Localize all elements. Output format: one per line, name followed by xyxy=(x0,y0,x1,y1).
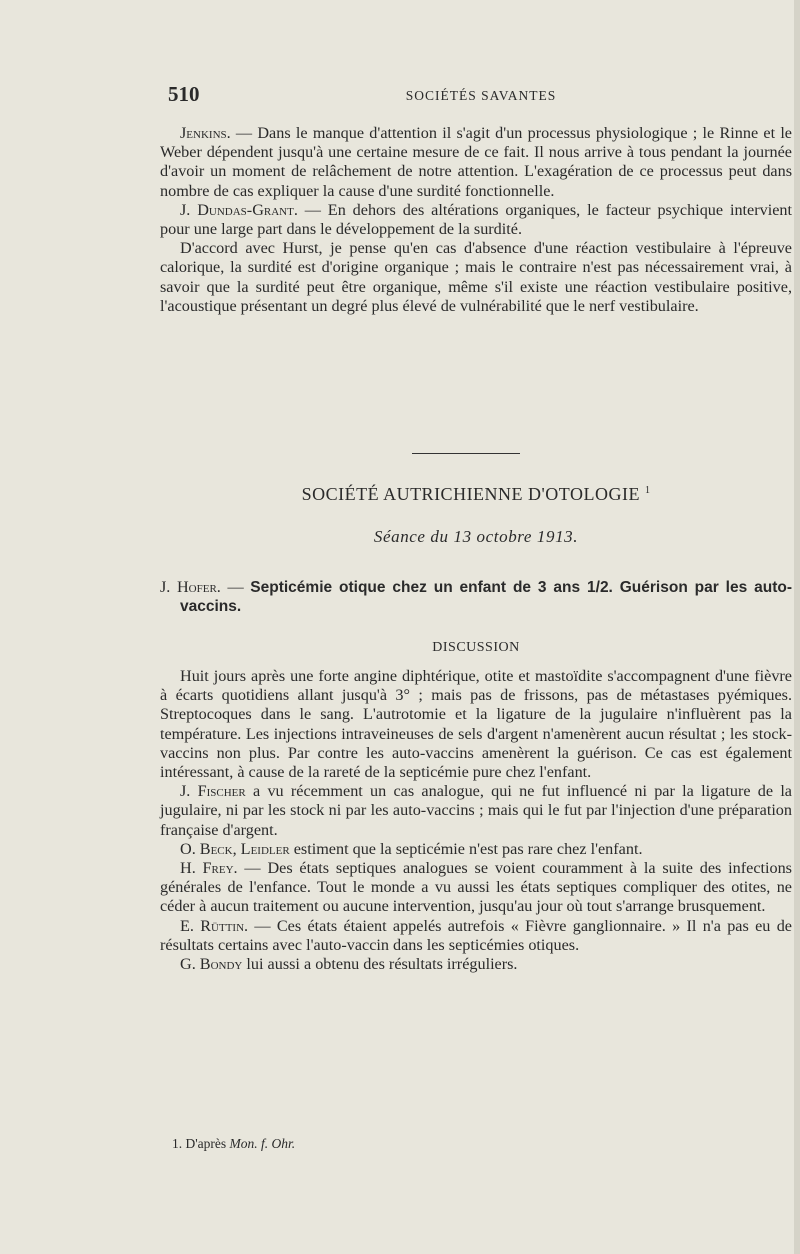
paragraph-text: — En dehors des altérations organiques, le facteur psychique intervient pour une large part dans le développement de la surdité. xyxy=(160,200,792,239)
speaker-name: J. Dundas-Grant. xyxy=(180,200,298,219)
paragraph-text: D'accord avec Hurst, je pense qu'en cas d'absence d'une réaction vestibulaire à l'épreuve calorique, la surdité est d'origine organique ; mais le contraire n'est pas nécessairement vrai, à savoir que la surdité peut être organique, même s'il existe une réaction vestibulaire positive, l'acoustique présentant un degré plus élevé de vulnérabilité que le nerf vestibulaire. xyxy=(160,239,792,315)
paper-dash: — xyxy=(220,578,251,596)
paragraph-text: — Ces états étaient appelés autrefois « Fièvre ganglionnaire. » Il n'a pas eu de résultats certains avec l'auto-vaccin dans les septicémies otiques. xyxy=(160,916,792,954)
discussion-continued xyxy=(160,124,792,316)
running-title: SOCIÉTÉS SAVANTES xyxy=(405,88,557,103)
paragraph xyxy=(160,840,792,859)
speaker-name: J. Fischer xyxy=(180,782,246,801)
society-name: SOCIÉTÉ AUTRICHIENNE D'OTOLOGIE xyxy=(301,484,640,504)
footnote-marker: 1 xyxy=(644,485,651,496)
paragraph xyxy=(160,955,792,974)
speaker-name: G. Bondy xyxy=(180,955,243,974)
section-divider xyxy=(412,453,520,454)
paragraph xyxy=(160,782,792,840)
paragraph xyxy=(160,239,792,316)
paragraph-text: Huit jours après une forte angine diphtérique, otite et mastoïdite s'accompagnent d'une fièvre à écarts quotidiens allant jusqu'à 3° ; mais pas de frissons, pas de métastases pyémiques. Streptocoques dans le sang. L'autrotomie et la ligature de la jugulaire n'influèrent pas la température. Les injections intraveineuses de sels d'argent n'amenèrent aucun résultat ; les stock-vaccins non plus. Par contre les auto-vaccins amenèrent la guérison. Ce cas est également intéressant, à cause de la rareté de la septicémie pure chez l'enfant. xyxy=(160,667,792,782)
paragraph-text: — Des états septiques analogues se voient couramment à la suite des infections générales de l'enfance. Tout le monde a vu aussi les états septiques compliquer des otites, ne céder à aucun traitement ou aucune intervention, jusqu'au jour où tout s'arrange brusquement. xyxy=(160,859,792,916)
paragraph xyxy=(160,201,792,239)
paragraph-text: a vu récemment un cas analogue, qui ne fut influencé ni par la ligature de la jugulaire, ni par les stock ni par les auto-vaccins ; mais qui le fut par l'injection d'une préparation française d'argent. xyxy=(160,782,792,839)
running-head xyxy=(168,82,794,112)
footnote xyxy=(172,1136,295,1152)
speaker-name: Jenkins. xyxy=(180,124,231,142)
speaker-name: E. Rüttin. xyxy=(180,916,249,935)
paper-author: J. Hofer. xyxy=(160,578,221,596)
discussion-heading: DISCUSSION xyxy=(432,640,520,655)
society-heading xyxy=(160,484,792,505)
page-edge-shadow xyxy=(794,0,800,1254)
footnote-source: Mon. f. Ohr. xyxy=(229,1136,296,1151)
paper-title: Septicémie otique chez un enfant de 3 ans 1/2. Guérison par les auto-vaccins. xyxy=(180,579,792,616)
paragraph-text: lui aussi a obtenu des résultats irréguliers. xyxy=(242,955,518,974)
paper-heading xyxy=(160,578,792,616)
page-number: 510 xyxy=(168,82,200,106)
paragraph xyxy=(160,859,792,917)
paragraph xyxy=(160,667,792,782)
discussion-body xyxy=(160,667,792,974)
footnote-prefix: 1. D'après xyxy=(172,1136,230,1151)
speaker-name: O. Beck, Leidler xyxy=(180,839,290,858)
paragraph-text: — Dans le manque d'attention il s'agit d'un processus physiologique ; le Rinne et le Weber dépendent jusqu'à une certaine mesure de ce fait. Il nous arrive à tous pendant la journée d'avoir un moment de relâchement de notre attention. L'exagération de ce processus peut dans nombre de cas expliquer la cause d'une surdité fonctionnelle. xyxy=(160,124,792,200)
speaker-name: H. Frey. xyxy=(180,859,238,878)
paragraph-text: estiment que la septicémie n'est pas rare chez l'enfant. xyxy=(289,839,643,858)
paragraph xyxy=(160,917,792,955)
paragraph xyxy=(160,124,792,201)
session-date: Séance du 13 octobre 1913. xyxy=(373,527,579,546)
